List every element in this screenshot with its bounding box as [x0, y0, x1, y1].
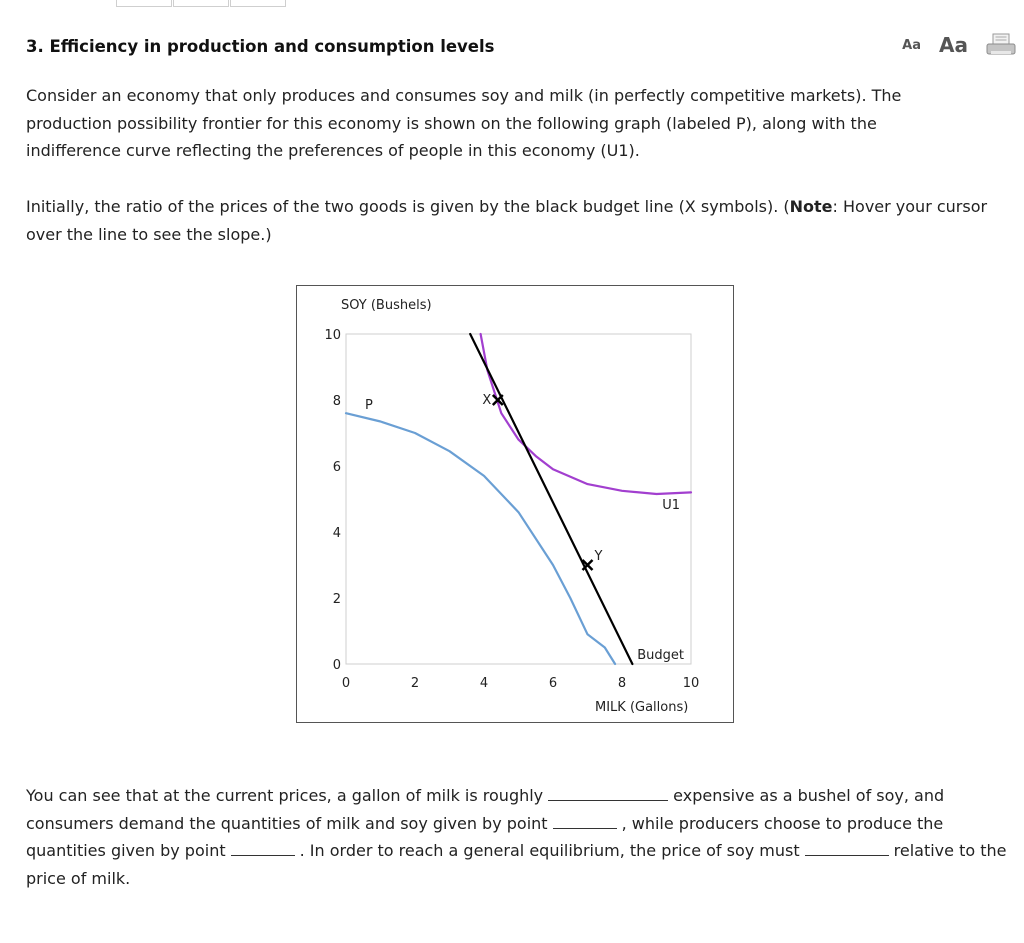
question-title: 3. Efficiency in production and consumption levels [26, 37, 495, 56]
top-tab[interactable] [116, 0, 172, 7]
y-tick-label: 0 [332, 658, 341, 673]
note-label: Note [789, 197, 833, 216]
answer-text-3: , while producers choose to produce the quantities given by point [26, 813, 944, 860]
answer-paragraph [26, 782, 1011, 892]
ppf-indifference-chart [297, 286, 735, 724]
answer-text-5: relative to the price of milk. [26, 841, 1007, 888]
top-tab[interactable] [230, 0, 286, 7]
font-large-button[interactable]: Aa [939, 33, 968, 57]
y-tick-label: 8 [332, 394, 341, 409]
intro-paragraph: Consider an economy that only produces and consumes soy and milk (in perfectly competitive markets). The production possibility frontier for this economy is shown on the following graph (labeled P), along with the indifference curve reflecting the preferences of people in this economy (U1). [26, 86, 902, 160]
soy-price-change-dropdown[interactable] [805, 837, 889, 856]
y-tick-labels [324, 328, 341, 673]
series-label-budget: Budget [637, 648, 684, 663]
graph-frame [296, 285, 734, 723]
y-tick-label: 6 [332, 460, 341, 475]
note-text: : Hover your cursor over the line to see the slope.) [26, 197, 988, 244]
x-tick-labels [342, 676, 699, 691]
point-label-x: X [482, 393, 492, 408]
point-label-y: Y [594, 549, 603, 564]
plot-area [346, 334, 691, 664]
consumption-point-dropdown[interactable] [553, 810, 617, 829]
series-label-p: P [365, 398, 373, 413]
font-small-button[interactable]: Aa [902, 37, 922, 53]
y-axis-title: SOY (Bushels) [341, 298, 432, 313]
milk-price-comparison-dropdown[interactable] [548, 782, 668, 801]
series-label-u1: U1 [662, 498, 680, 513]
production-point-dropdown[interactable] [231, 837, 295, 856]
x-tick-label: 6 [548, 676, 558, 691]
x-axis-title: MILK (Gallons) [595, 700, 689, 715]
x-tick-label: 4 [479, 676, 489, 691]
x-tick-label: 10 [682, 676, 700, 691]
print-icon[interactable] [986, 32, 1016, 58]
font-size-controls [902, 32, 1016, 58]
answer-text-2: expensive as a bushel of soy, and consumers demand the quantities of milk and soy given by point [26, 786, 945, 833]
y-tick-label: 4 [332, 526, 341, 541]
x-tick-label: 0 [341, 676, 351, 691]
top-tab-strip [116, 0, 287, 7]
top-tab[interactable] [173, 0, 229, 7]
instruction-text: Initially, the ratio of the prices of the two goods is given by the black budget line (X symbols). ( [26, 197, 790, 216]
answer-text-4: . In order to reach a general equilibrium, the price of soy must [299, 841, 800, 860]
answer-text-1: You can see that at the current prices, a gallon of milk is roughly [26, 786, 544, 805]
x-tick-label: 2 [410, 676, 420, 691]
x-tick-label: 8 [617, 676, 627, 691]
instruction-paragraph [26, 193, 1001, 248]
y-tick-label: 10 [324, 328, 341, 343]
y-tick-label: 2 [332, 592, 341, 607]
